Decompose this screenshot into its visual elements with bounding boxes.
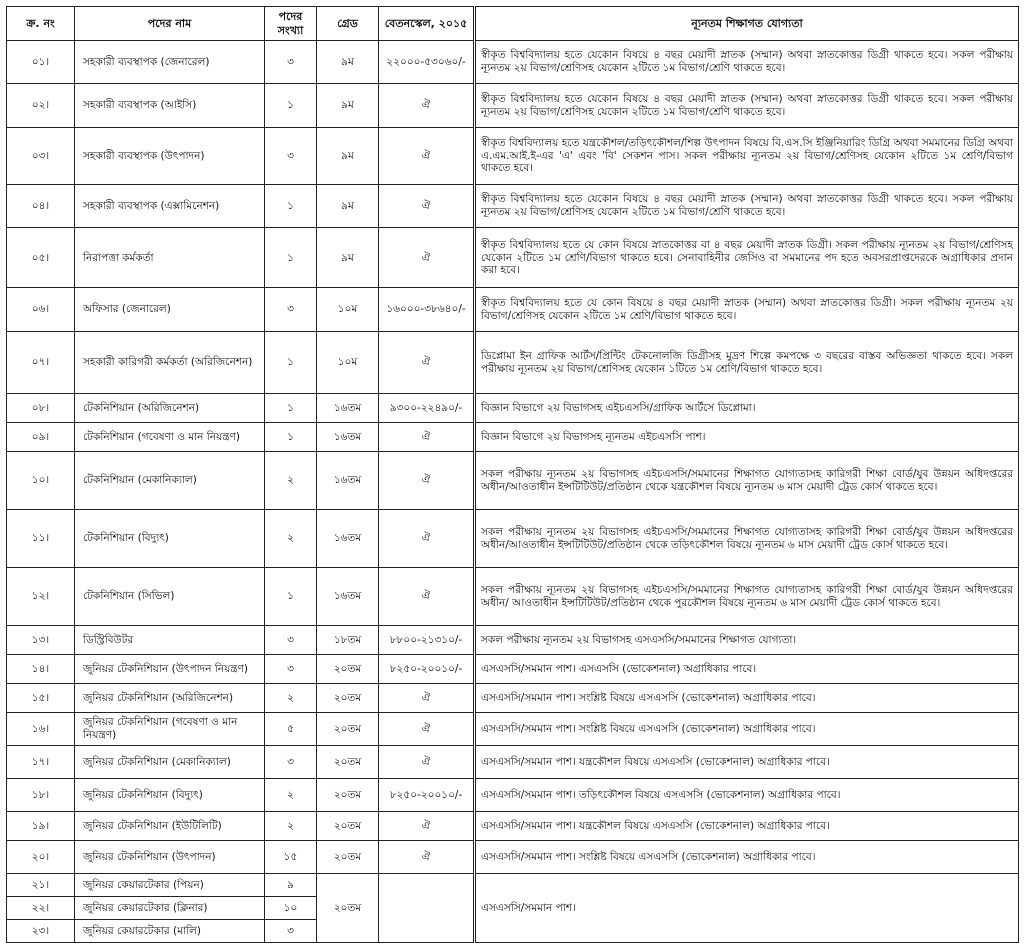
table-row (7, 746, 1019, 779)
grade-cell: ৯ম (317, 228, 379, 288)
serial-cell: ২৩। (7, 920, 75, 943)
header-grade: গ্রেড (317, 7, 379, 41)
table-row (7, 654, 1019, 683)
table-row (7, 84, 1019, 127)
post-name-cell: জুনিয়র কেয়ারটেকার (পিয়ন) (75, 874, 265, 897)
post-count-cell: ৫ (265, 712, 317, 745)
serial-cell: ১০। (7, 452, 75, 510)
grade-cell: ১০ম (317, 331, 379, 393)
table-row (7, 331, 1019, 393)
post-count-cell: ১ (265, 84, 317, 127)
pay-scale-cell: ৮২৫০-২০০১০/- (379, 779, 475, 812)
serial-cell: ০২। (7, 84, 75, 127)
table-row (7, 874, 1019, 897)
pay-scale-cell: ঐ (379, 568, 475, 626)
table-row (7, 127, 1019, 184)
grade-cell: ১৬তম (317, 452, 379, 510)
serial-cell: ১৫। (7, 683, 75, 712)
pay-scale-cell: ঐ (379, 84, 475, 127)
qualification-cell: এসএসসি/সমমান পাশ। তড়িৎকৌশল বিষয়ে এসএসসি (ভোকেশনাল) অগ্রাধিকার পাবে। (475, 779, 1019, 812)
serial-cell: ২০। (7, 841, 75, 874)
pay-scale-cell: ৮৮০০-২১৩১০/- (379, 626, 475, 655)
table-row (7, 452, 1019, 510)
serial-cell: ১৭। (7, 746, 75, 779)
qualification-cell: সকল পরীক্ষায় ন্যূনতম ২য় বিভাগসহ এইচএসসি/সমমানের শিক্ষাগত যোগ্যতাসহ কারিগরী শিক্ষা বোর্ড/যুব উন্নয়ন অধিদপ্তরের অধীন/আওতাধীন ইন্সটিটিউট/প্রতিষ্ঠান থেকে তড়িৎকৌশল বিষয়ে ন্যূনতম ৬ মাস মেয়াদী ট্রেড কোর্স থাকতে হবে। (475, 510, 1019, 568)
pay-scale-cell: ঐ (379, 423, 475, 452)
post-count-cell: ১৫ (265, 841, 317, 874)
job-circular-table (6, 6, 1019, 943)
post-name-cell: জুনিয়র টেকনিশিয়ান (উৎপাদন) (75, 841, 265, 874)
post-count-cell: ১ (265, 568, 317, 626)
table-row (7, 394, 1019, 423)
post-name-cell: সহকারী ব্যবস্থাপক (এক্সামিনেশন) (75, 184, 265, 227)
post-count-cell: ২ (265, 452, 317, 510)
serial-cell: ২১। (7, 874, 75, 897)
grade-cell: ৯ম (317, 184, 379, 227)
qualification-cell: বিজ্ঞান বিভাগে ২য় বিভাগসহ এইচএসসি/গ্রাফিক আর্টসে ডিপ্লোমা। (475, 394, 1019, 423)
post-name-cell: টেকনিশিয়ান (গবেষণা ও মান নিয়ন্ত্রণ) (75, 423, 265, 452)
post-name-cell: জুনিয়র টেকনিশিয়ান (ইউটিলিটি) (75, 812, 265, 841)
grade-cell: ২০তম (317, 779, 379, 812)
post-count-cell: ৩ (265, 288, 317, 331)
grade-cell: ৯ম (317, 41, 379, 84)
qualification-cell: এসএসসি/সমমান পাশ। যন্ত্রকৌশল বিষয়ে এসএসসি (ভোকেশনাল) অগ্রাধিকার পাবে। (475, 746, 1019, 779)
header-pay-scale: বেতনস্কেল, ২০১৫ (379, 7, 475, 41)
pay-scale-cell: ঐ (379, 683, 475, 712)
post-name-cell: জুনিয়র টেকনিশিয়ান (উৎপাদন নিয়ন্ত্রণ) (75, 654, 265, 683)
qualification-cell: স্বীকৃত বিশ্ববিদ্যালয় হতে যন্ত্রকৌশল/তড়িৎকৌশল/শিল্প উৎপাদন বিষয়ে বি.এস.সি ইঞ্জিনিয়ারিং ডিগ্রি অথবা সমমানের ডিগ্রি অথবা এ.এম.আই.ই-এর 'এ' এবং 'বি' সেকশন পাস। সকল পরীক্ষায় ন্যূনতম ২য় বিভাগ/শ্রেণিসহ যেকোন ২টিতে ১ম শ্রেণি/বিভাগ থাকতে হবে। (475, 127, 1019, 184)
grade-cell: ১৮তম (317, 626, 379, 655)
qualification-cell: স্বীকৃত বিশ্ববিদ্যালয় হতে যেকোন বিষয়ে ৪ বছর মেয়াদী স্নাতক (সম্মান) অথবা স্নাতকোত্তর ডিগ্রী থাকতে হবে। সকল পরীক্ষায় ন্যূনতম ২য় বিভাগ/শ্রেণিসহ যেকোন ২টিতে ১ম বিভাগ/শ্রেণি থাকতে হবে। (475, 41, 1019, 84)
grade-cell: ৯ম (317, 127, 379, 184)
qualification-cell: সকল পরীক্ষায় ন্যূনতম ২য় বিভাগসহ এইচএসসি/সমমানের শিক্ষাগত যোগ্যতাসহ কারিগরী শিক্ষা বোর্ড/যুব উন্নয়ন অধিদপ্তরের অধীন/আওতাধীন ইন্সটিটিউট/প্রতিষ্ঠান থেকে যন্ত্রকৌশল বিষয়ে ন্যূনতম ৬ মাস মেয়াদী ট্রেড কোর্স থাকতে হবে। (475, 452, 1019, 510)
post-name-cell: অফিসার (জেনারেল) (75, 288, 265, 331)
post-count-cell: ৩ (265, 626, 317, 655)
table-row (7, 568, 1019, 626)
post-name-cell: জুনিয়র টেকনিশিয়ান (বিদ্যুৎ) (75, 779, 265, 812)
post-count-cell: ২ (265, 779, 317, 812)
post-count-cell: ১ (265, 423, 317, 452)
qualification-cell: এসএসসি/সমমান পাশ। যন্ত্রকৌশল বিষয়ে এসএসসি (ভোকেশনাল) অগ্রাধিকার পাবে। (475, 812, 1019, 841)
post-name-cell: সহকারী ব্যবস্থাপক (জেনারেল) (75, 41, 265, 84)
qualification-cell: স্বীকৃত বিশ্ববিদ্যালয় হতে যে কোন বিষয়ে ৪ বছর মেয়াদী স্নাতক (সম্মান) অথবা স্নাতকোত্তর ডিগ্রী। সকল পরীক্ষায় ন্যূনতম ২য় বিভাগ/শ্রেণিসহ যেকোন ২টিতে ১ম শ্রেণি/বিভাগ থাকতে হবে। (475, 288, 1019, 331)
pay-scale-cell: ঐ (379, 452, 475, 510)
serial-cell: ০৮। (7, 394, 75, 423)
qualification-cell: এসএসসি/সমমান পাশ। এসএসসি (ভোকেশনাল) অগ্রাধিকার পাবে। (475, 654, 1019, 683)
table-row (7, 510, 1019, 568)
post-count-cell: ৩ (265, 127, 317, 184)
table-row (7, 423, 1019, 452)
serial-cell: ১৬। (7, 712, 75, 745)
grade-cell: ২০তম (317, 746, 379, 779)
pay-scale-cell: ঐ (379, 841, 475, 874)
table-row (7, 683, 1019, 712)
header-post-count: পদের সংখ্যা (265, 7, 317, 41)
grade-cell: ৯ম (317, 84, 379, 127)
serial-cell: ০১। (7, 41, 75, 84)
post-name-cell: টেকনিশিয়ান (অরিজিনেশন) (75, 394, 265, 423)
grade-cell: ২০তম (317, 812, 379, 841)
table-row (7, 812, 1019, 841)
post-name-cell: ডিস্ট্রিবিউটর (75, 626, 265, 655)
table-body (7, 41, 1019, 943)
serial-cell: ১৯। (7, 812, 75, 841)
qualification-cell: বিজ্ঞান বিভাগে ২য় বিভাগসহ ন্যূনতম এইচএসসি পাশ। (475, 423, 1019, 452)
serial-cell: ১৮। (7, 779, 75, 812)
pay-scale-cell: ঐ (379, 331, 475, 393)
post-count-cell: ১ (265, 228, 317, 288)
post-name-cell: নিরাপত্তা কর্মকর্তা (75, 228, 265, 288)
table-row (7, 712, 1019, 745)
grade-cell: ২০তম (317, 654, 379, 683)
pay-scale-cell: ঐ (379, 510, 475, 568)
qualification-cell: এসএসসি/সমমান পাশ। সংশ্লিষ্ট বিষয়ে এসএসসি (ভোকেশনাল) অগ্রাধিকার পাবে। (475, 841, 1019, 874)
table-row (7, 779, 1019, 812)
pay-scale-cell: ঐ (379, 812, 475, 841)
post-name-cell: জুনিয়র টেকনিশিয়ান (গবেষণা ও মান নিয়ন্ত্রণ) (75, 712, 265, 745)
pay-scale-cell: ঐ (379, 127, 475, 184)
pay-scale-cell: ৮২৫০-২০০১০/- (379, 654, 475, 683)
pay-scale-cell (379, 874, 475, 943)
pay-scale-cell: ঐ (379, 184, 475, 227)
post-count-cell: ১ (265, 184, 317, 227)
post-count-cell: ১ (265, 331, 317, 393)
pay-scale-cell: ঐ (379, 746, 475, 779)
qualification-cell: স্বীকৃত বিশ্ববিদ্যালয় হতে যে কোন বিষয়ে স্নাতকোত্তর বা ৪ বছর মেয়াদী স্নাতক ডিগ্রী। সকল পরীক্ষায় ন্যূনতম ২য় বিভাগ/শ্রেণিসহ যেকোন ২টিতে ১ম শ্রেণি/বিভাগ থাকতে হবে। সেনাবাহিনীর জেসিও বা সমমানের পদ হতে অবসরপ্রাপ্তদেরকে অগ্রাধিকার প্রদান করা হবে। (475, 228, 1019, 288)
serial-cell: ০৬। (7, 288, 75, 331)
post-name-cell: সহকারী ব্যবস্থাপক (উৎপাদন) (75, 127, 265, 184)
serial-cell: ১১। (7, 510, 75, 568)
pay-scale-cell: ১৬০০০-৩৮৬৪০/- (379, 288, 475, 331)
qualification-cell: সকল পরীক্ষায় ন্যূনতম ২য় বিভাগসহ এইচএসসি/সমমানের শিক্ষাগত যোগ্যতাসহ কারিগরী শিক্ষা বোর্ড/যুব উন্নয়ন অধিদপ্তরের অধীন/ আওতাধীন ইন্সটিটিউট/প্রতিষ্ঠান থেকে পুরকৌশল বিষয়ে ন্যূনতম ৬ মাস মেয়াদী ট্রেড কোর্স থাকতে হবে। (475, 568, 1019, 626)
serial-cell: ১৪। (7, 654, 75, 683)
post-name-cell: জুনিয়র টেকনিশিয়ান (মেকানিক্যাল) (75, 746, 265, 779)
qualification-cell: এসএসসি/সমমান পাশ। সংশ্লিষ্ট বিষয়ে এসএসসি (ভোকেশনাল) অগ্রাধিকার পাবে। (475, 683, 1019, 712)
serial-cell: ০৪। (7, 184, 75, 227)
serial-cell: ০৭। (7, 331, 75, 393)
post-count-cell: ২ (265, 683, 317, 712)
post-count-cell: ৩ (265, 654, 317, 683)
qualification-cell: এসএসসি/সমমান পাশ। সংশ্লিষ্ট বিষয়ে এসএসসি (ভোকেশনাল) অগ্রাধিকার পাবে। (475, 712, 1019, 745)
table-row (7, 626, 1019, 655)
serial-cell: ১৩। (7, 626, 75, 655)
table-row (7, 41, 1019, 84)
post-count-cell: ২ (265, 812, 317, 841)
post-name-cell: টেকনিশিয়ান (সিভিল) (75, 568, 265, 626)
post-count-cell: ১০ (265, 897, 317, 920)
post-count-cell: ৩ (265, 41, 317, 84)
grade-cell: ১০ম (317, 288, 379, 331)
header-serial: ক্র. নং (7, 7, 75, 41)
serial-cell: ০৯। (7, 423, 75, 452)
post-count-cell: ৩ (265, 746, 317, 779)
table-row (7, 184, 1019, 227)
qualification-cell: স্বীকৃত বিশ্ববিদ্যালয় হতে যেকোন বিষয়ে ৪ বছর মেয়াদী স্নাতক (সম্মান) অথবা স্নাতকোত্তর ডিগ্রী থাকতে হবে। সকল পরীক্ষায় ন্যূনতম ২য় বিভাগ/শ্রেণিসহ যেকোন ২টিতে ১ম বিভাগ/শ্রেণি থাকতে হবে। (475, 184, 1019, 227)
qualification-cell: সকল পরীক্ষায় ন্যূনতম ২য় বিভাগসহ এসএসসি/সমমানের শিক্ষাগত যোগ্যতা। (475, 626, 1019, 655)
pay-scale-cell: ২২০০০-৫৩০৬০/- (379, 41, 475, 84)
grade-cell: ২০তম (317, 841, 379, 874)
grade-cell: ১৬তম (317, 394, 379, 423)
serial-cell: ১২। (7, 568, 75, 626)
header-post-name: পদের নাম (75, 7, 265, 41)
qualification-cell: এসএসসি/সমমান পাশ। (475, 874, 1019, 943)
post-count-cell: ১ (265, 394, 317, 423)
post-name-cell: জুনিয়র কেয়ারটেকার (মালি) (75, 920, 265, 943)
serial-cell: ০৫। (7, 228, 75, 288)
post-name-cell: জুনিয়র টেকনিশিয়ান (অরিজিনেশন) (75, 683, 265, 712)
post-name-cell: টেকনিশিয়ান (মেকানিক্যাল) (75, 452, 265, 510)
header-min-qualification: ন্যূনতম শিক্ষাগত যোগ্যতা (475, 7, 1019, 41)
grade-cell: ২০তম (317, 683, 379, 712)
serial-cell: ২২। (7, 897, 75, 920)
table-row (7, 288, 1019, 331)
post-count-cell: ৯ (265, 874, 317, 897)
table-row (7, 228, 1019, 288)
grade-cell: ১৬তম (317, 423, 379, 452)
post-name-cell: সহকারী কারিগরী কর্মকর্তা (অরিজিনেশন) (75, 331, 265, 393)
post-count-cell: ৩ (265, 920, 317, 943)
post-count-cell: ২ (265, 510, 317, 568)
table-row (7, 841, 1019, 874)
grade-cell: ১৬তম (317, 510, 379, 568)
grade-cell: ১৬তম (317, 568, 379, 626)
header-row (7, 7, 1019, 41)
pay-scale-cell: ঐ (379, 712, 475, 745)
post-name-cell: জুনিয়র কেয়ারটেকার (ক্লিনার) (75, 897, 265, 920)
qualification-cell: ডিপ্লোমা ইন গ্রাফিক আর্টস/প্রিন্টিং টেকনোলজি ডিগ্রীসহ মুদ্রণ শিল্পে কমপক্ষে ৩ বছরের বাস্তব অভিজ্ঞতা থাকতে হবে। সকল পরীক্ষায় ন্যূনতম ২য় বিভাগ/শ্রেণিসহ যেকোন ১টিতে ১ম শ্রেণি/বিভাগ থাকতে হবে। (475, 331, 1019, 393)
post-name-cell: সহকারী ব্যবস্থাপক (আইসি) (75, 84, 265, 127)
grade-cell: ২০তম (317, 712, 379, 745)
qualification-cell: স্বীকৃত বিশ্ববিদ্যালয় হতে যেকোন বিষয়ে ৪ বছর মেয়াদী স্নাতক (সম্মান) অথবা স্নাতকোত্তর ডিগ্রী থাকতে হবে। সকল পরীক্ষায় ন্যূনতম ২য় বিভাগ/শ্রেণিসহ যেকোন ২টিতে ১ম বিভাগ/শ্রেণি থাকতে হবে। (475, 84, 1019, 127)
serial-cell: ০৩। (7, 127, 75, 184)
grade-cell: ২০তম (317, 874, 379, 943)
post-name-cell: টেকনিশিয়ান (বিদ্যুৎ) (75, 510, 265, 568)
pay-scale-cell: ঐ (379, 228, 475, 288)
pay-scale-cell: ৯৩০০-২২৪৯০/- (379, 394, 475, 423)
